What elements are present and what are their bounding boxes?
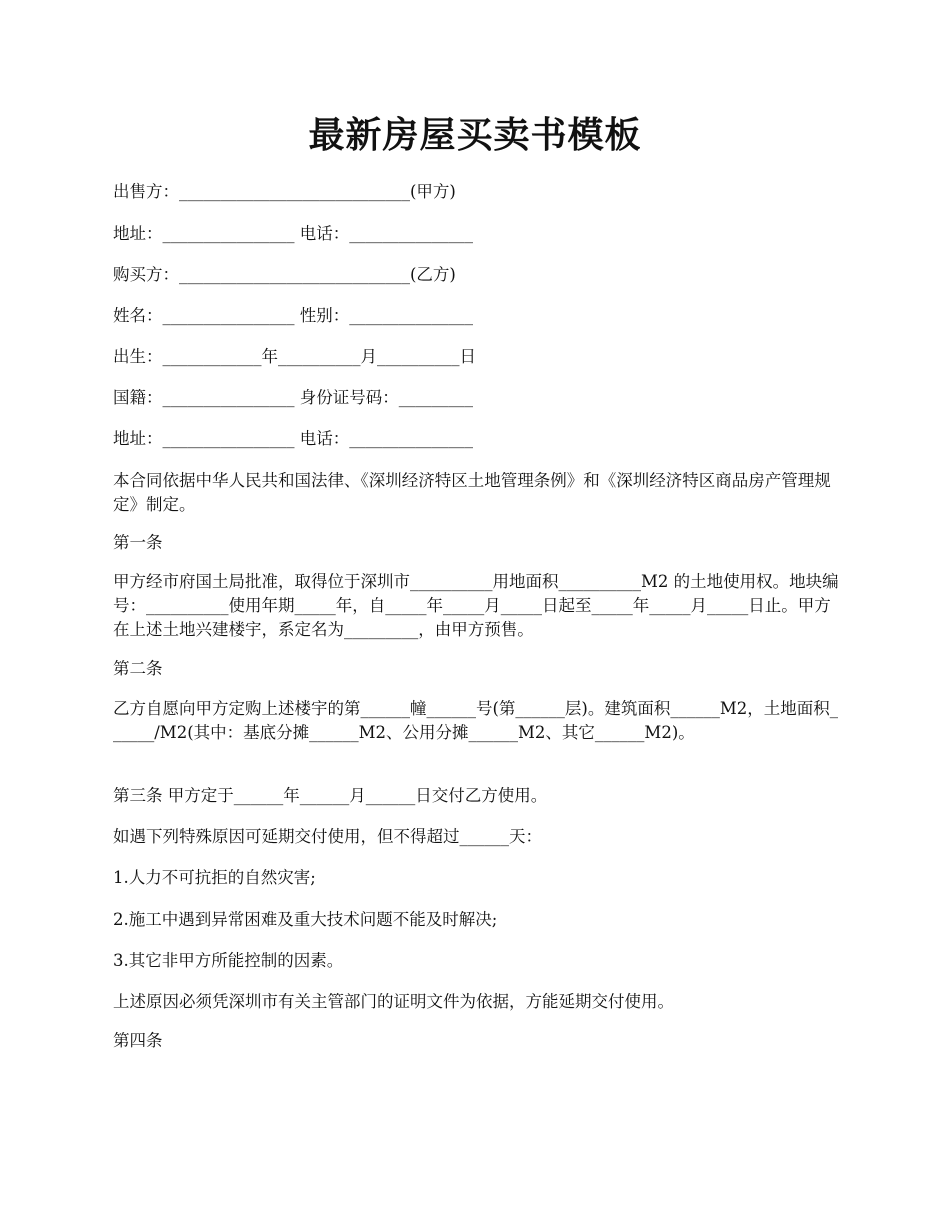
article-1-body: 甲方经市府国土局批准，取得位于深圳市__________用地面积__________M2 的土地使用权。地块编号：__________使用年期_____年，自_____年_____月_____日起至_____年_____月_____日止。甲方在上述土地兴建楼宇，系定名为_________，由甲方预售。 <box>113 572 839 639</box>
nationality-id-field: 国籍：________________ 身份证号码：_________ <box>113 388 473 407</box>
article-3-list-item: 2.施工中遇到异常困难及重大技术问题不能及时解决; <box>113 910 498 929</box>
document-title: 最新房屋买卖书模板 <box>308 115 642 156</box>
article-2-body: 乙方自愿向甲方定购上述楼宇的第______幢______号(第______层)。建筑面积______M2，土地面积______/M2(其中：基底分摊______M2、公用分摊______M2、其它______M2)。 <box>113 699 839 742</box>
contract-basis-paragraph: 本合同依据中华人民共和国法律、《深圳经济特区土地管理条例》和《深圳经济特区商品房产管理规定》制定。 <box>113 471 831 514</box>
name-gender-field: 姓名：________________ 性别：_______________ <box>113 306 473 325</box>
article-3-evidence-clause: 上述原因必须凭深圳市有关主管部门的证明文件为依据，方能延期交付使用。 <box>113 992 674 1011</box>
article-4-heading: 第四条 <box>113 1031 163 1050</box>
article-1-heading: 第一条 <box>113 533 163 552</box>
seller-field: 出售方：____________________________(甲方) <box>113 182 456 201</box>
buyer-field: 购买方：____________________________(乙方) <box>113 265 456 284</box>
article-3-delivery-clause: 第三条 甲方定于______年______月______日交付乙方使用。 <box>113 786 548 805</box>
birth-date-field: 出生：____________年__________月__________日 <box>113 347 476 366</box>
article-3-delay-clause: 如遇下列特殊原因可延期交付使用，但不得超过______天： <box>113 827 542 846</box>
article-3-list-item: 1.人力不可抗拒的自然灾害; <box>113 868 316 887</box>
buyer-address-phone-field: 地址：________________ 电话：_______________ <box>113 429 473 448</box>
seller-address-phone-field: 地址：________________ 电话：_______________ <box>113 224 473 243</box>
article-3-list-item: 3.其它非甲方所能控制的因素。 <box>113 951 344 970</box>
article-2-heading: 第二条 <box>113 659 163 678</box>
